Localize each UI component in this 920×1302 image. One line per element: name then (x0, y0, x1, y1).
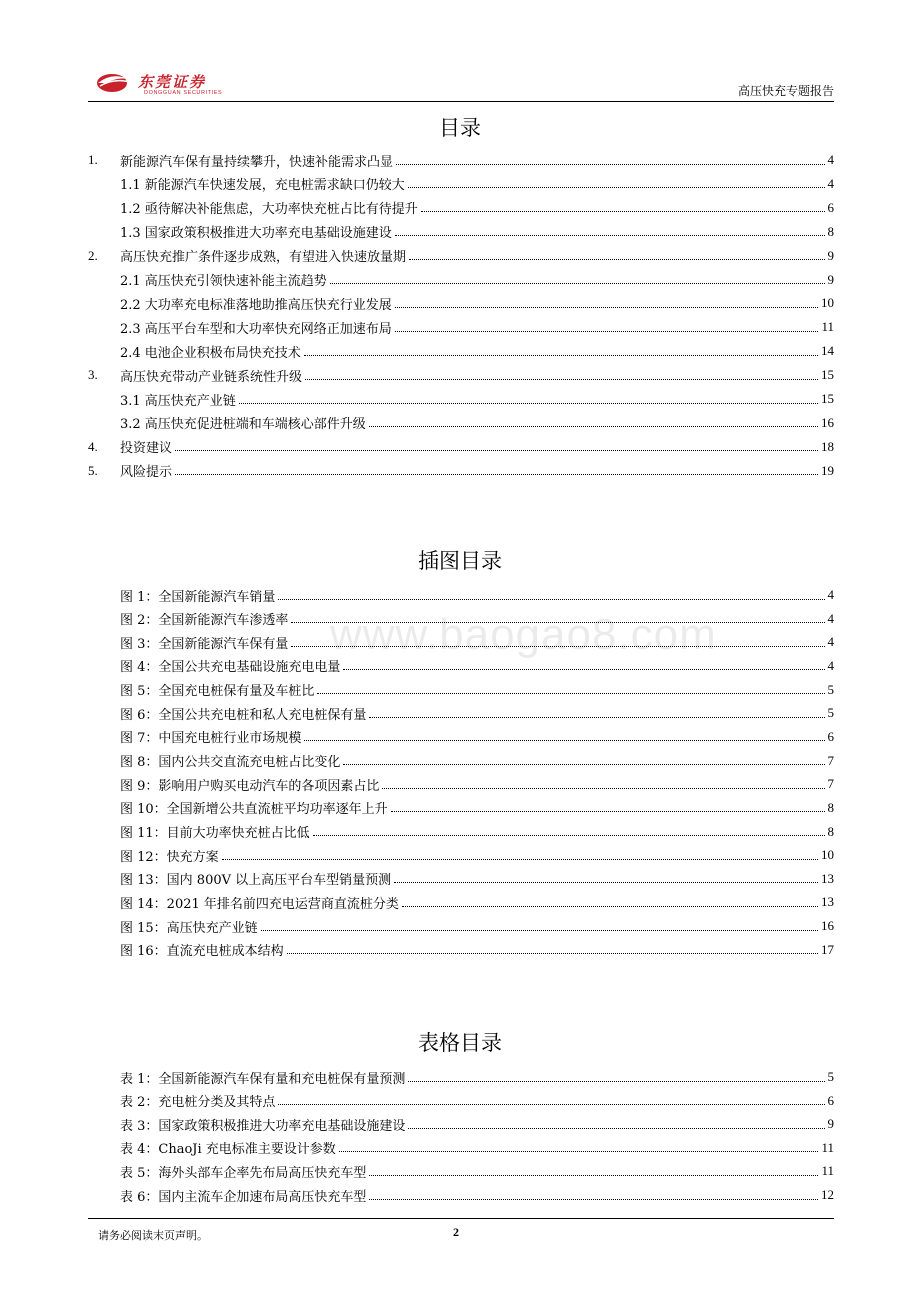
toc-entry[interactable] (88, 437, 834, 457)
dot-leader (291, 622, 824, 623)
dot-leader (339, 1151, 819, 1152)
entry-title: 高压快充推广条件逐步成熟，有望进入快速放量期 (120, 250, 407, 266)
figure-entry[interactable] (120, 609, 834, 629)
dot-leader (330, 283, 825, 284)
dot-leader (291, 646, 824, 647)
section-number: 2. (88, 247, 98, 263)
entry-page-number: 4 (827, 152, 834, 167)
toc-entry[interactable] (120, 174, 834, 194)
toc-entry[interactable] (120, 317, 834, 337)
entry-title: 图 5：全国充电桩保有量及车桩比 (120, 684, 315, 700)
entry-title: 2.2 大功率充电标准落地助推高压快充行业发展 (120, 297, 392, 313)
dot-leader (304, 355, 818, 356)
table-entry[interactable] (120, 1138, 834, 1158)
entry-title: 图 12：快充方案 (120, 849, 219, 865)
entry-page-number: 5 (827, 705, 834, 721)
figure-entry[interactable] (120, 869, 834, 889)
dot-leader (382, 788, 824, 789)
entry-title: 3.1 高压快充产业链 (120, 393, 236, 409)
dot-leader (305, 379, 818, 380)
page-header (88, 62, 834, 102)
watermark: www.baogao8.com (330, 610, 717, 659)
dot-leader (408, 1128, 824, 1129)
entry-page-number: 18 (821, 438, 834, 454)
footer-divider (88, 1218, 834, 1219)
dot-leader (369, 1175, 818, 1176)
dot-leader (317, 693, 824, 694)
figure-entry[interactable] (120, 656, 834, 676)
entry-page-number: 9 (827, 247, 834, 263)
toc-entry[interactable] (88, 365, 834, 385)
entry-title: 风险提示 (120, 465, 173, 481)
figure-entry[interactable] (120, 680, 834, 700)
entry-title: 新能源汽车保有量持续攀升，快速补能需求凸显 (120, 154, 394, 170)
dot-leader (343, 669, 824, 670)
toc-entry[interactable] (120, 222, 834, 242)
entry-page-number: 5 (827, 1069, 834, 1084)
entry-title: 图 13：国内 800V 以上高压平台车型销量预测 (120, 873, 392, 889)
entry-title: 图 7：中国充电桩行业市场规模 (120, 731, 302, 747)
figure-entry[interactable] (120, 916, 834, 936)
entry-title: 图 14：2021 年排名前四充电运营商直流桩分类 (120, 896, 399, 912)
entry-page-number: 13 (821, 870, 834, 886)
entry-page-number: 14 (821, 343, 834, 359)
entry-page-number: 9 (827, 1116, 834, 1132)
entry-title: 图 10：全国新增公共直流桩平均功率逐年上升 (120, 802, 388, 818)
figure-entry[interactable] (120, 774, 834, 794)
entry-page-number: 4 (827, 587, 834, 602)
figure-entry[interactable] (120, 845, 834, 865)
figure-entry[interactable] (120, 703, 834, 723)
entry-page-number: 6 (827, 199, 834, 215)
entry-title: 图 8：国内公共交直流充电桩占比变化 (120, 755, 341, 771)
entry-page-number: 8 (827, 799, 834, 815)
entry-title: 表 1：全国新能源汽车保有量和充电桩保有量预测 (120, 1071, 406, 1087)
dot-leader (343, 764, 824, 765)
dot-leader (313, 835, 825, 836)
entry-title: 表 4：ChaoJi 充电标准主要设计参数 (120, 1142, 336, 1158)
table-entry[interactable] (120, 1185, 834, 1205)
entry-title: 图 4：全国公共充电基础设施充电电量 (120, 660, 341, 676)
entry-page-number: 16 (821, 414, 834, 430)
entry-title: 表 3：国家政策积极推进大功率充电基础设施建设 (120, 1118, 406, 1134)
dot-leader (175, 450, 818, 451)
toc-title: 目录 (439, 116, 481, 140)
entry-page-number: 11 (821, 1139, 834, 1155)
logo-english-name: DONGGUAN SECURITIES (144, 90, 223, 96)
entry-page-number: 7 (827, 752, 834, 768)
disclaimer-note: 请务必阅读末页声明。 (98, 1229, 208, 1242)
figure-entry[interactable] (120, 822, 834, 842)
table-entry[interactable] (120, 1114, 834, 1134)
entry-title: 图 6：全国公共充电桩和私人充电桩保有量 (120, 707, 367, 723)
figure-entry[interactable] (120, 892, 834, 912)
dot-leader (402, 906, 818, 907)
entry-page-number: 8 (827, 823, 834, 839)
dot-leader (409, 259, 824, 260)
header-divider (88, 101, 834, 102)
page-number: 2 (453, 1225, 459, 1239)
entry-title: 图 11：目前大功率快充桩占比低 (120, 826, 310, 841)
toc-entry[interactable] (120, 389, 834, 409)
entry-title: 1.2 亟待解决补能焦虑，大功率快充桩占比有待提升 (120, 202, 418, 218)
entry-title: 图 3：全国新能源汽车保有量 (120, 636, 289, 652)
entry-page-number: 4 (827, 175, 834, 191)
figure-entry[interactable] (120, 751, 834, 771)
entry-title: 表 6：国内主流车企加速布局高压快充车型 (120, 1189, 367, 1205)
entry-title: 3.2 高压快充促进桩端和车端核心部件升级 (120, 417, 366, 433)
entry-page-number: 12 (821, 1187, 834, 1202)
toc-entry[interactable] (120, 198, 834, 218)
entry-page-number: 11 (821, 319, 834, 335)
dot-leader (239, 403, 818, 404)
dot-leader (395, 307, 818, 308)
section-number: 3. (88, 367, 98, 383)
entry-page-number: 9 (827, 271, 834, 287)
entry-title: 高压快充带动产业链系统性升级 (120, 369, 303, 385)
entry-page-number: 7 (827, 776, 834, 792)
toc-entry[interactable] (88, 150, 834, 170)
entry-title: 1.3 国家政策积极推进大功率充电基础设施建设 (120, 226, 392, 242)
entry-title: 图 15：高压快充产业链 (120, 920, 258, 936)
logo-chinese-name: 东莞证券 (138, 73, 207, 91)
dot-leader (369, 717, 824, 718)
entry-title: 图 1：全国新能源汽车销量 (120, 589, 276, 605)
entry-title: 表 5：海外头部车企率先布局高压快充车型 (120, 1165, 367, 1181)
entry-title: 图 9：影响用户购买电动汽车的各项因素占比 (120, 778, 380, 794)
dot-leader (408, 1081, 824, 1082)
company-logo (94, 68, 254, 98)
entry-title: 表 2：充电桩分类及其特点 (120, 1095, 276, 1111)
dot-leader (287, 953, 818, 954)
toc-entry[interactable] (120, 413, 834, 433)
entry-page-number: 6 (827, 728, 834, 744)
toc-entry[interactable] (88, 461, 834, 481)
report-title: 高压快充专题报告 (737, 84, 834, 98)
dot-leader (261, 930, 818, 931)
dot-leader (391, 811, 825, 812)
entry-page-number: 4 (827, 634, 834, 650)
dot-leader (304, 740, 824, 741)
figure-entry[interactable] (120, 585, 834, 605)
entry-page-number: 6 (827, 1092, 834, 1108)
entry-title: 2.4 电池企业积极布局快充技术 (120, 345, 301, 361)
section-number: 4. (88, 438, 98, 454)
entry-page-number: 16 (821, 918, 834, 934)
entry-page-number: 10 (821, 295, 834, 311)
entry-page-number: 15 (821, 391, 834, 406)
toc-entry[interactable] (88, 246, 834, 266)
entry-page-number: 8 (827, 223, 834, 239)
toc-entry[interactable] (120, 341, 834, 361)
figure-entry[interactable] (120, 798, 834, 818)
logo-emblem-icon (94, 68, 134, 96)
entry-title: 1.1 新能源汽车快速发展，充电桩需求缺口仍较大 (120, 178, 405, 194)
entry-title: 图 2：全国新能源汽车渗透率 (120, 613, 289, 629)
dot-leader (396, 164, 824, 165)
entry-page-number: 4 (827, 657, 834, 673)
dot-leader (222, 859, 818, 860)
table-entry[interactable] (120, 1091, 834, 1111)
dot-leader (395, 331, 819, 332)
figure-entry[interactable] (120, 727, 834, 747)
table-list-title: 表格目录 (418, 1031, 502, 1055)
entry-page-number: 10 (821, 847, 834, 863)
toc-entry[interactable] (120, 270, 834, 290)
dot-leader (395, 235, 825, 236)
dot-leader (175, 474, 818, 475)
figure-entry[interactable] (120, 632, 834, 652)
entry-page-number: 13 (821, 894, 834, 910)
entry-title: 图 16：直流充电桩成本结构 (120, 944, 284, 960)
section-number: 1. (88, 152, 98, 167)
dot-leader (394, 882, 818, 883)
figure-list-title: 插图目录 (418, 549, 502, 573)
entry-page-number: 17 (821, 941, 834, 957)
dot-leader (278, 599, 824, 600)
toc-entry[interactable] (120, 293, 834, 313)
dot-leader (369, 1199, 818, 1200)
entry-title: 2.1 高压快充引领快速补能主流趋势 (120, 274, 327, 289)
entry-page-number: 5 (827, 681, 834, 697)
entry-page-number: 19 (821, 462, 834, 478)
entry-page-number: 4 (827, 610, 834, 626)
dot-leader (369, 426, 818, 427)
entry-page-number: 15 (821, 367, 834, 383)
section-number: 5. (88, 462, 98, 478)
entry-title: 2.3 高压平台车型和大功率快充网络正加速布局 (120, 321, 392, 337)
figure-entry[interactable] (120, 940, 834, 960)
dot-leader (421, 211, 825, 212)
table-entry[interactable] (120, 1161, 834, 1181)
dot-leader (278, 1104, 824, 1105)
table-entry[interactable] (120, 1067, 834, 1087)
entry-page-number: 11 (821, 1163, 834, 1179)
dot-leader (408, 187, 825, 188)
entry-title: 投资建议 (120, 441, 173, 457)
